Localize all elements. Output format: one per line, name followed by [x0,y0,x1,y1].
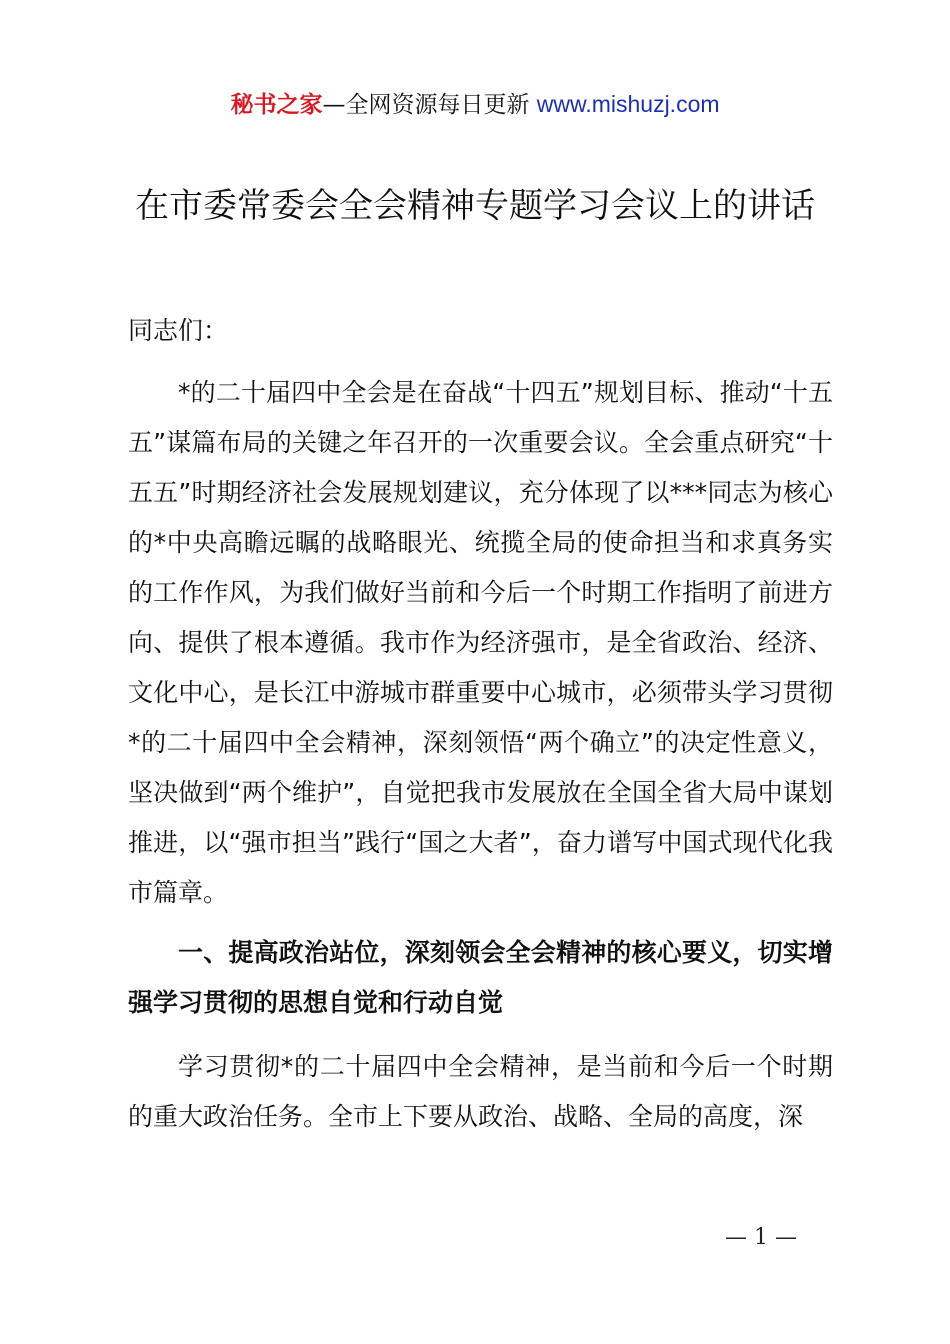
page-number: — 1 — [725,1225,797,1250]
salutation: 同志们： [128,316,229,345]
site-header [0,86,950,123]
document-title: 在市委常委会全会精神专题学习会议上的讲话 [135,186,815,226]
brand-name: 秘书之家 [230,92,323,118]
header-tagline: —全网资源每日更新 [322,92,537,118]
paragraph-section-1: 学习贯彻*的二十届四中全会精神，是当前和今后一个时期的重大政治任务。全市上下要从政治、战略、全局的高度，深 [128,1052,833,1131]
site-url[interactable]: www.mishuzj.com [536,91,720,117]
section-heading-1: 一、提高政治站位，深刻领会全会精神的核心要义，切实增强学习贯彻的思想自觉和行动自觉 [128,938,833,1017]
paragraph-intro: *的二十届四中全会是在奋战“十四五”规划目标、推动“十五五”谋篇布局的关键之年召开的一次重要会议。全会重点研究“十五五”时期经济社会发展规划建议，充分体现了以***同志为核心的*中央高瞻远瞩的战略眼光、统揽全局的使命担当和求真务实的工作作风，为我们做好当前和今后一个时期工作指明了前进方向、提供了根本遵循。我市作为经济强市，是全省政治、经济、文化中心，是长江中游城市群重要中心城市，必须带头学习贯彻*的二十届四中全会精神，深刻领悟“两个确立”的决定性意义，坚决做到“两个维护”，自觉把我市发展放在全国全省大局中谋划推进，以“强市担当”践行“国之大者”，奋力谱写中国式现代化我市篇章。 [128,378,833,907]
